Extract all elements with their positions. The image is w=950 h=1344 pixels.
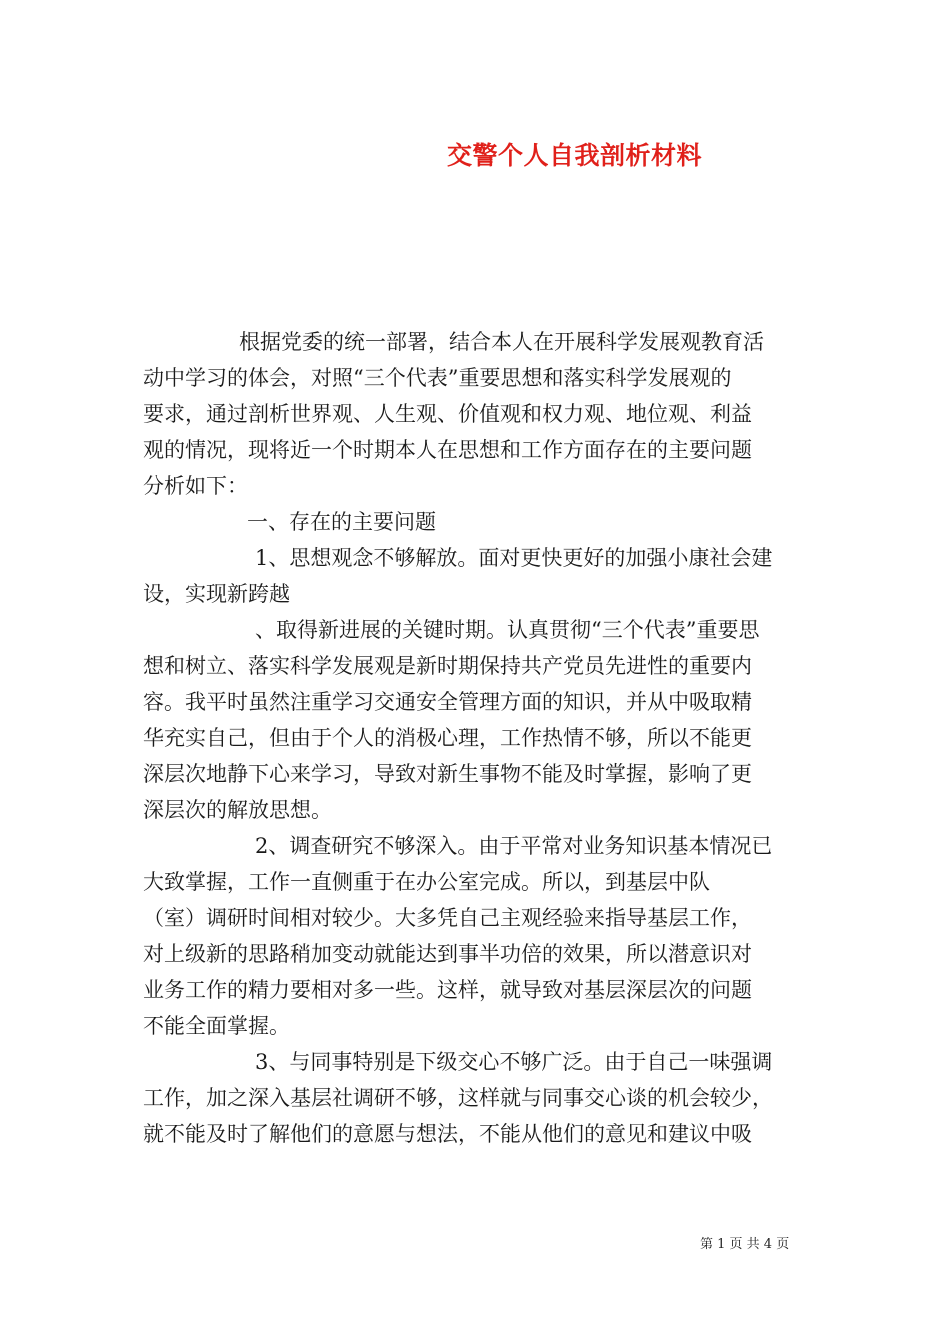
paragraph-line: 根据党委的统一部署，结合本人在开展科学发展观教育活 [239, 330, 764, 354]
paragraph-line: 工作，加之深入基层社调研不够，这样就与同事交心谈的机会较少， [143, 1086, 773, 1110]
paragraph-line: 业务工作的精力要相对多一些。这样，就导致对基层深层次的问题 [143, 978, 752, 1002]
paragraph-line: 分析如下： [143, 474, 248, 498]
paragraph-line: 深层次地静下心来学习，导致对新生事物不能及时掌握，影响了更 [143, 762, 752, 786]
paragraph-line: 3、与同事特别是下级交心不够广泛。由于自己一味强调 [255, 1050, 773, 1074]
paragraph-line: 对上级新的思路稍加变动就能达到事半功倍的效果，所以潜意识对 [143, 942, 752, 966]
paragraph-line: 深层次的解放思想。 [143, 798, 332, 822]
section-heading: 一、存在的主要问题 [247, 510, 436, 534]
paragraph-line: 观的情况，现将近一个时期本人在思想和工作方面存在的主要问题 [143, 438, 752, 462]
paragraph-line: 就不能及时了解他们的意愿与想法，不能从他们的意见和建议中吸 [143, 1122, 752, 1146]
page-number-footer: 第 1 页 共 4 页 [700, 1237, 790, 1252]
document-body [143, 324, 808, 1152]
paragraph-line: 华充实自己，但由于个人的消极心理，工作热情不够，所以不能更 [143, 726, 752, 750]
paragraph-line: 大致掌握，工作一直侧重于在办公室完成。所以，到基层中队 [143, 870, 710, 894]
paragraph-line: 容。我平时虽然注重学习交通安全管理方面的知识，并从中吸取精 [143, 690, 752, 714]
paragraph-line: 2、调查研究不够深入。由于平常对业务知识基本情况已 [255, 834, 773, 858]
paragraph-line: 想和树立、落实科学发展观是新时期保持共产党员先进性的重要内 [143, 654, 752, 678]
paragraph-line: 1、思想观念不够解放。面对更快更好的加强小康社会建 [255, 546, 773, 570]
paragraph-line: 动中学习的体会，对照“三个代表”重要思想和落实科学发展观的 [143, 366, 732, 390]
document-title: 交警个人自我剖析材料 [447, 141, 703, 170]
paragraph-line: 要求，通过剖析世界观、人生观、价值观和权力观、地位观、利益 [143, 402, 752, 426]
paragraph-line: 设，实现新跨越 [143, 582, 290, 606]
paragraph-line: 、取得新进展的关键时期。认真贯彻“三个代表”重要思 [255, 618, 760, 642]
paragraph-line: （室）调研时间相对较少。大多凭自己主观经验来指导基层工作， [143, 906, 752, 930]
paragraph-line: 不能全面掌握。 [143, 1014, 290, 1038]
